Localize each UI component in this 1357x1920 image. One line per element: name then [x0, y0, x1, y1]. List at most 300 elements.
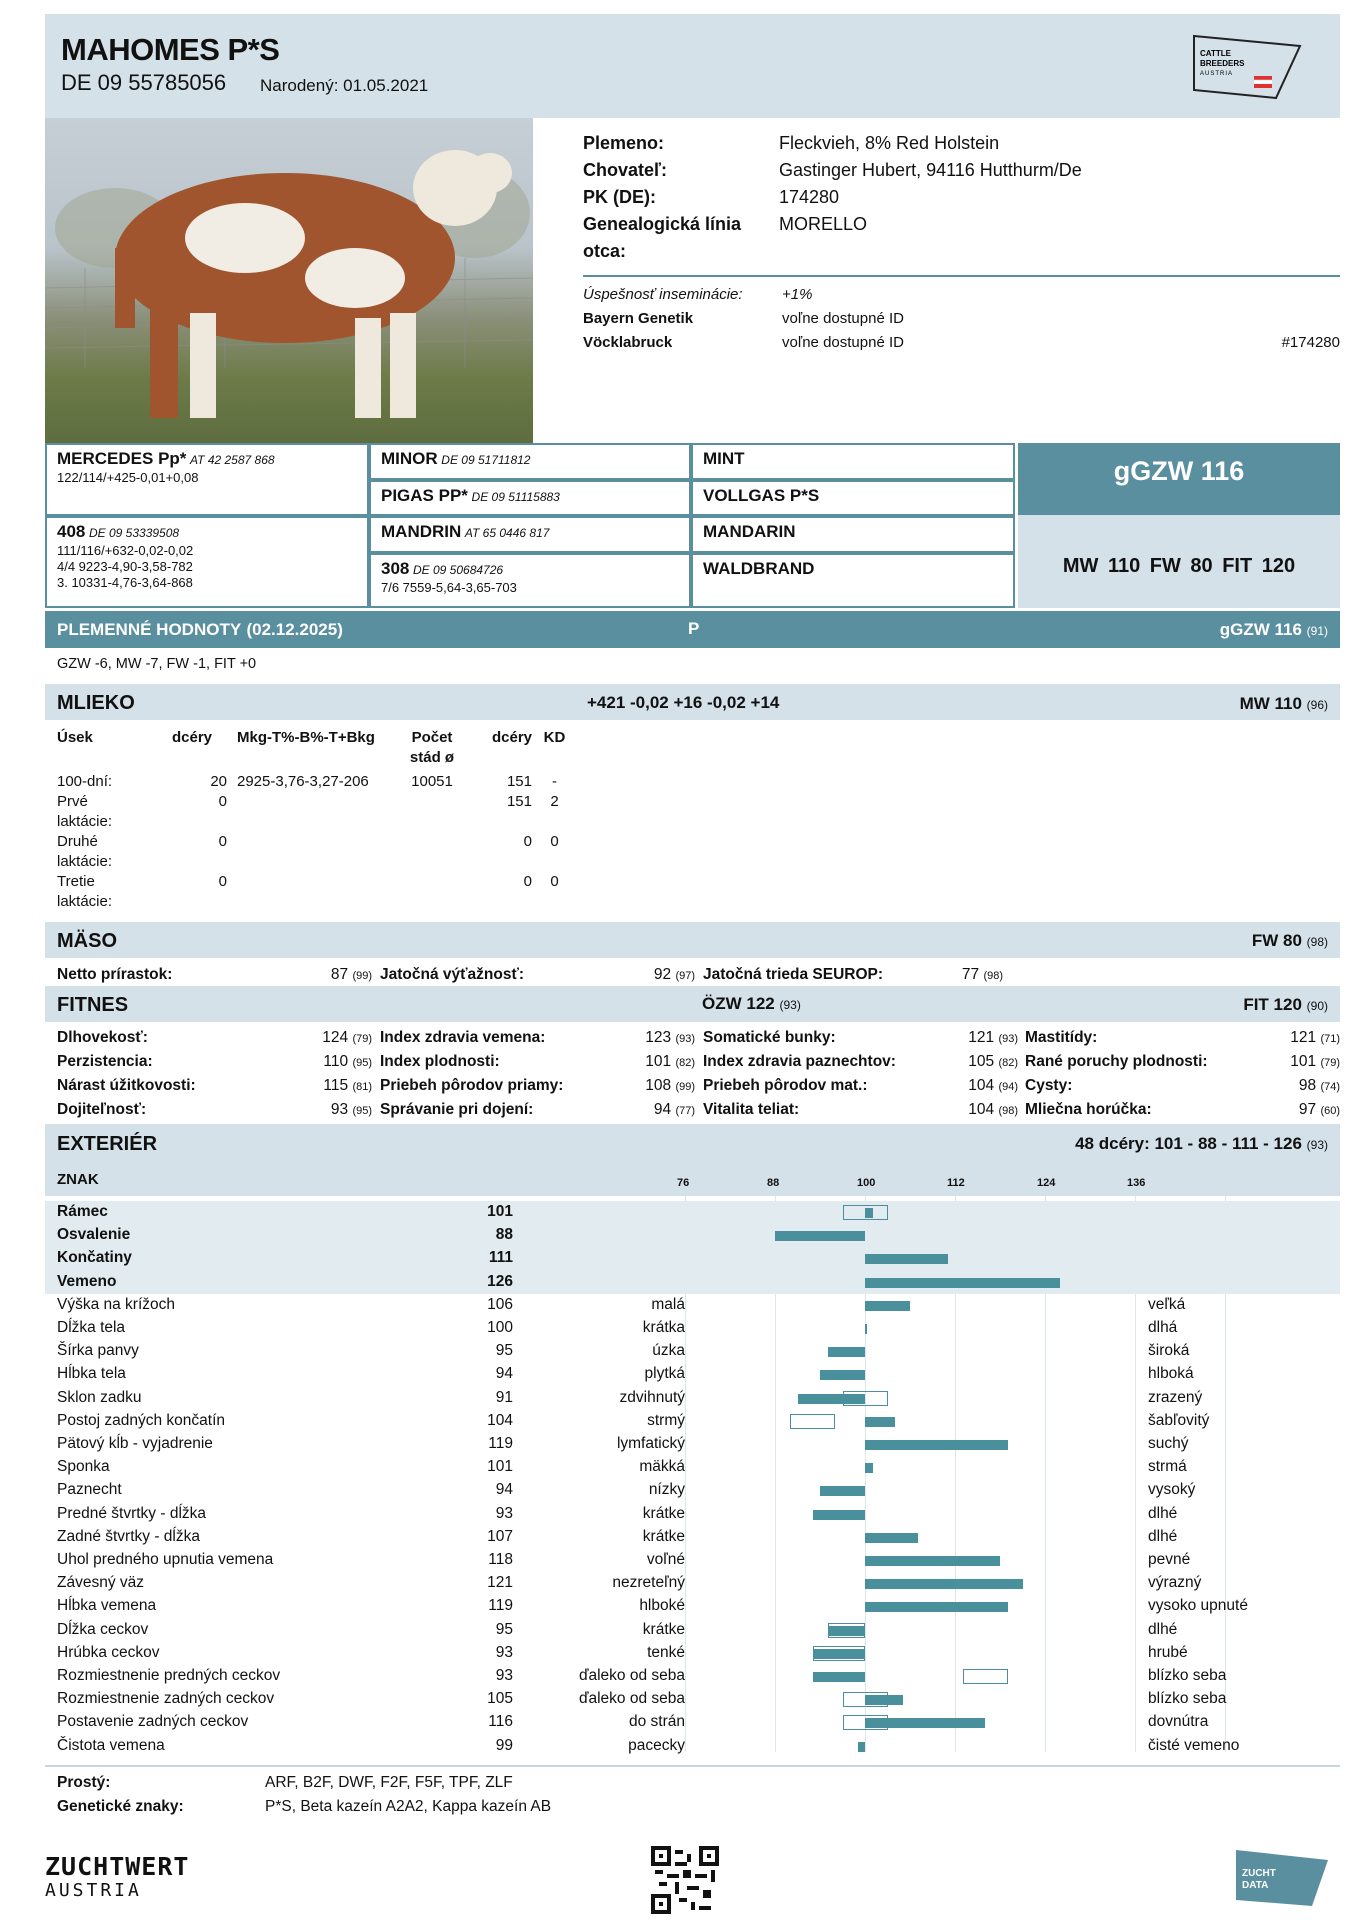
info-value: MORELLO	[779, 214, 868, 234]
trait-high-label: strmá	[1148, 1458, 1187, 1476]
fitness-item-label: Priebeh pôrodov priamy:	[380, 1077, 564, 1094]
exterior-row	[45, 1224, 1340, 1247]
trait-high-label: blízko seba	[1148, 1690, 1227, 1708]
znak-label: ZNAK	[57, 1171, 99, 1188]
scale-tick: 136	[1127, 1177, 1146, 1189]
milk-mw: MW 110	[1239, 694, 1302, 713]
pedigree-dam-sire	[369, 516, 691, 553]
milk-cell: 0	[550, 873, 559, 890]
fitness-item-label: Mastitídy:	[1025, 1029, 1098, 1046]
pedigree-sds	[691, 480, 1015, 516]
zuchtwert-logo: ZUCHTWERT	[45, 1852, 190, 1881]
trait-low-label: mäkká	[639, 1458, 685, 1476]
info-key: Chovateľ:	[583, 160, 667, 180]
fitness-item-rel: (60)	[1320, 1105, 1340, 1117]
trait-bar	[858, 1742, 866, 1752]
fitness-item-label: Správanie pri dojení:	[380, 1101, 534, 1118]
fitness-item-value: 101	[645, 1053, 672, 1070]
trait-name: Hĺbka tela	[57, 1365, 126, 1383]
trait-low-label: ďaleko od seba	[578, 1667, 685, 1684]
exterior-row	[45, 1619, 1340, 1642]
fitness-item-label: Nárast úžitkovosti:	[57, 1077, 196, 1094]
trait-range-box	[963, 1669, 1008, 1684]
ss-name: MINOR	[381, 449, 438, 468]
trait-name: Postavenie zadných ceckov	[57, 1713, 249, 1731]
trait-value: 121	[487, 1574, 513, 1592]
trait-bar	[865, 1579, 1023, 1589]
dss-name: MANDARIN	[703, 522, 796, 541]
meat-band	[45, 922, 1340, 958]
logo-line-1: CATTLE	[1200, 49, 1231, 58]
qr-code	[651, 1846, 719, 1914]
trait-value: 99	[495, 1736, 513, 1754]
milk-cell: 0	[523, 873, 532, 890]
fitness-item-rel: (81)	[352, 1081, 372, 1093]
meat-item-label: Netto prírastok:	[57, 966, 173, 983]
trait-low-label: plytká	[644, 1365, 685, 1383]
exterior-row	[45, 1642, 1340, 1665]
trait-value: 94	[495, 1481, 513, 1499]
milk-row	[57, 832, 577, 872]
meat-item-value: 87	[330, 966, 349, 983]
trait-bar	[828, 1347, 866, 1357]
fitness-item-rel: (82)	[675, 1057, 695, 1069]
fitness-item-rel: (99)	[675, 1081, 695, 1093]
fitness-item-label: Dojiteľnosť:	[57, 1101, 147, 1118]
milk-col-header: dcéry	[491, 729, 532, 746]
trait-range-box	[813, 1646, 866, 1661]
station-value: voľne dostupné ID	[782, 334, 904, 351]
station-row	[583, 331, 1340, 355]
pedigree-dam	[45, 516, 369, 608]
exterior-row	[45, 1688, 1340, 1711]
fitness-fit: FIT 120	[1243, 995, 1302, 1014]
milk-cell: 0	[550, 833, 559, 850]
fitness-item	[703, 1077, 1018, 1095]
exterior-row	[45, 1595, 1340, 1618]
index-summary: MW 110 FW 80 FIT 120	[1018, 515, 1340, 608]
fitness-item-value: 121	[968, 1029, 995, 1046]
milk-col-header: dcéry	[172, 729, 213, 746]
pedigree-sire-dam	[369, 480, 691, 516]
exterior-row	[45, 1294, 1340, 1317]
trait-value: 126	[487, 1272, 513, 1290]
pedigree-dam-dam	[369, 553, 691, 608]
milk-cell: 10051	[411, 773, 453, 790]
fitness-item	[380, 1077, 695, 1095]
trait-name: Šírka panvy	[57, 1342, 139, 1360]
trait-low-label: do strán	[628, 1713, 685, 1731]
milk-band	[45, 684, 1340, 720]
info-row	[583, 184, 1340, 211]
meat-item	[57, 966, 372, 984]
meat-title: MÄSO	[57, 930, 117, 952]
trait-low-label: nízky	[648, 1481, 685, 1499]
trait-range-box	[843, 1692, 888, 1707]
trait-value: 95	[495, 1620, 513, 1638]
fitness-item-value: 98	[1298, 1077, 1317, 1094]
fitness-item-value: 121	[1290, 1029, 1317, 1046]
fitness-item	[703, 1053, 1018, 1071]
trait-low-label: voľné	[646, 1551, 685, 1568]
milk-cell: 0	[218, 833, 227, 850]
milk-row	[57, 872, 577, 912]
trait-high-label: dovnútra	[1148, 1713, 1209, 1731]
fitness-item-value: 97	[1298, 1101, 1317, 1118]
logo-line-2: BREEDERS	[1200, 59, 1245, 68]
fitness-item-label: Priebeh pôrodov mat.:	[703, 1077, 868, 1094]
exterior-row	[45, 1387, 1340, 1410]
meat-item-value: 77	[961, 966, 980, 983]
exterior-row	[45, 1317, 1340, 1340]
exterior-row	[45, 1735, 1340, 1758]
pedigree-sire-sire	[369, 443, 691, 480]
pedigree-sss	[691, 443, 1015, 480]
trait-name: Rozmiestnenie predných ceckov	[57, 1667, 281, 1684]
milk-cell: Prvé laktácie:	[57, 793, 113, 830]
milk-cell	[227, 872, 402, 912]
trait-value: 105	[487, 1690, 513, 1708]
fitness-item	[1025, 1053, 1340, 1071]
sds-name: VOLLGAS P*S	[703, 486, 820, 505]
trait-bar	[865, 1602, 1008, 1612]
fitness-item-label: Somatické bunky:	[703, 1029, 836, 1046]
milk-cell: 0	[218, 873, 227, 890]
fitness-item-label: Index zdravia vemena:	[380, 1029, 546, 1046]
trait-name: Paznecht	[57, 1481, 122, 1499]
trait-name: Hrúbka ceckov	[57, 1643, 160, 1661]
trait-high-label: hrubé	[1148, 1643, 1188, 1661]
trait-value: 116	[488, 1713, 513, 1731]
fitness-item	[380, 1053, 695, 1071]
ds-id: AT 65 0446 817	[464, 526, 550, 540]
milk-cell: 0	[218, 793, 227, 810]
pedigree-sire	[45, 443, 369, 516]
footer-key-2: Genetické znaky:	[57, 1798, 184, 1815]
fitness-item-rel: (77)	[675, 1105, 695, 1117]
insemination-row	[583, 283, 1340, 307]
meat-item-label: Jatočná výťažnosť:	[380, 966, 525, 983]
milk-col-header: KD	[543, 729, 566, 746]
exterior-daughters-rel: (93)	[1306, 1138, 1328, 1152]
trait-high-label: vysoko upnuté	[1148, 1597, 1248, 1615]
trait-name: Čistota vemena	[57, 1736, 165, 1754]
trait-name: Hĺbka vemena	[57, 1597, 157, 1615]
dam-values-1: 111/116/+632-0,02-0,02	[57, 543, 194, 558]
dd-id: DE 09 50684726	[413, 563, 504, 577]
trait-name: Predné štvrtky - dĺžka	[57, 1504, 207, 1522]
milk-col-header: Mkg-T%-B%-T+Bkg	[237, 729, 375, 746]
sss-name: MINT	[703, 449, 745, 468]
fitness-item-rel: (95)	[352, 1057, 372, 1069]
trait-low-label: malá	[651, 1295, 685, 1313]
insemination-value: +1%	[782, 286, 813, 303]
zuchtwert-logo-sub: AUSTRIA	[45, 1880, 142, 1901]
scale-tick: 100	[857, 1177, 876, 1189]
info-key: Plemeno:	[583, 133, 665, 153]
dam-id: DE 09 53339508	[89, 526, 180, 540]
trait-name: Dĺžka ceckov	[57, 1620, 149, 1638]
breeding-ggzw: gGZW 116	[1219, 620, 1302, 639]
trait-value: 93	[495, 1667, 513, 1684]
trait-value: 107	[487, 1527, 513, 1545]
scale-tick: 88	[767, 1177, 780, 1189]
meat-item-rel: (99)	[352, 970, 372, 982]
dam-name: 408	[57, 522, 86, 541]
breeding-date: (02.12.2025)	[246, 620, 343, 639]
trait-low-label: krátka	[642, 1319, 685, 1336]
sd-name: PIGAS PP*	[381, 486, 468, 505]
registration-number: DE 09 55785056	[61, 70, 227, 95]
trait-range-box	[828, 1623, 866, 1638]
trait-value: 111	[488, 1249, 513, 1267]
fitness-item-value: 104	[968, 1077, 995, 1094]
fitness-item-value: 124	[322, 1029, 349, 1046]
trait-low-label: krátke	[642, 1620, 685, 1638]
ds-name: MANDRIN	[381, 522, 462, 541]
breeding-mid: P	[688, 619, 700, 638]
exterior-daughters: 48 dcéry: 101 - 88 - 111 - 126	[1075, 1134, 1302, 1153]
trait-bar	[865, 1301, 910, 1311]
fitness-item-label: Cysty:	[1025, 1077, 1073, 1094]
fitness-item-label: Vitalita teliat:	[703, 1101, 800, 1118]
milk-values: +421 -0,02 +16 -0,02 +14	[587, 693, 780, 712]
trait-value: 91	[495, 1388, 513, 1406]
trait-value: 101	[487, 1458, 513, 1476]
dd-values: 7/6 7559-5,64-3,65-703	[381, 580, 517, 595]
trait-name: Závesný väz	[57, 1574, 145, 1592]
trait-range-box	[843, 1205, 888, 1220]
trait-value: 104	[487, 1411, 513, 1429]
milk-cell	[227, 832, 402, 872]
exterior-row	[45, 1410, 1340, 1433]
trait-low-label: pacecky	[628, 1736, 685, 1754]
exterior-row	[45, 1526, 1340, 1549]
exterior-bottom-rule	[45, 1765, 1340, 1767]
trait-low-label: lymfatický	[616, 1435, 685, 1452]
trait-name: Osvalenie	[57, 1226, 131, 1244]
fitness-item-label: Dlhovekosť:	[57, 1029, 148, 1046]
trait-bar	[820, 1486, 865, 1496]
trait-value: 93	[495, 1643, 513, 1661]
trait-high-label: dlhá	[1148, 1319, 1178, 1336]
footer-key-1: Prostý:	[57, 1774, 111, 1791]
milk-cell: Druhé laktácie:	[57, 833, 113, 870]
fitness-item	[1025, 1101, 1340, 1119]
trait-high-label: dlhé	[1148, 1620, 1178, 1638]
exterior-row	[45, 1363, 1340, 1386]
trait-name: Končatiny	[57, 1249, 132, 1267]
meat-item-rel: (98)	[983, 970, 1003, 982]
scale-tick: 112	[947, 1177, 965, 1189]
trait-low-label: krátke	[642, 1504, 685, 1522]
trait-name: Rozmiestnenie zadných ceckov	[57, 1690, 275, 1708]
trait-name: Dĺžka tela	[57, 1319, 126, 1336]
trait-high-label: široká	[1148, 1342, 1190, 1360]
milk-cell: 151	[506, 773, 532, 790]
dam-values-2: 4/4 9223-4,90-3,58-782	[57, 559, 193, 574]
fitness-item-value: 104	[968, 1101, 995, 1118]
exterior-scale-header	[45, 1162, 1340, 1196]
trait-low-label: hlboké	[639, 1597, 685, 1615]
trait-high-label: suchý	[1148, 1435, 1189, 1452]
info-row	[583, 130, 1340, 157]
trait-name: Uhol predného upnutia vemena	[57, 1551, 274, 1568]
meat-item-label: Jatočná trieda SEUROP:	[703, 966, 884, 983]
fitness-item-rel: (98)	[998, 1105, 1018, 1117]
ggzw-box: gGZW 116	[1018, 443, 1340, 515]
trait-name: Sklon zadku	[57, 1388, 142, 1406]
trait-bar	[865, 1417, 895, 1427]
fitness-ozw: ÖZW 122	[702, 994, 775, 1013]
milk-col-header: Úsek	[57, 729, 93, 746]
fitness-item-rel: (95)	[352, 1105, 372, 1117]
zucht-data-line-2: DATA	[1242, 1880, 1269, 1891]
ss-id: DE 09 51711812	[441, 453, 531, 467]
trait-range-box	[790, 1414, 835, 1429]
logo-line-3: AUSTRIA	[1200, 71, 1234, 77]
footer-value-2: P*S, Beta kazeín A2A2, Kappa kazeín AB	[265, 1798, 552, 1815]
trait-high-label: výrazný	[1148, 1574, 1202, 1592]
milk-cell	[402, 792, 462, 832]
header-band	[45, 14, 1340, 118]
meat-item	[380, 966, 695, 984]
fitness-title: FITNES	[57, 994, 129, 1016]
fitness-item-value: 115	[323, 1077, 349, 1094]
exterior-title: EXTERIÉR	[57, 1133, 158, 1155]
fitness-band	[45, 986, 1340, 1022]
trait-bar	[820, 1370, 865, 1380]
trait-high-label: šabľovitý	[1148, 1411, 1210, 1429]
info-value: 174280	[779, 187, 840, 207]
milk-col-header: Počet stád ø	[409, 729, 455, 766]
scale-tick: 76	[677, 1177, 690, 1189]
trait-low-label: nezreteľný	[612, 1574, 685, 1592]
fitness-item	[57, 1053, 372, 1071]
cattle-breeders-austria-logo	[1192, 32, 1302, 100]
trait-high-label: pevné	[1148, 1551, 1191, 1568]
sire-name: MERCEDES Pp*	[57, 449, 187, 468]
exterior-row	[45, 1503, 1340, 1526]
breeding-values-banner	[45, 611, 1340, 648]
exterior-row	[45, 1433, 1340, 1456]
trait-low-label: strmý	[647, 1411, 685, 1429]
fitness-item-label: Mliečna horúčka:	[1025, 1101, 1152, 1118]
breeding-delta: GZW -6, MW -7, FW -1, FIT +0	[57, 656, 257, 672]
station-row	[583, 307, 1340, 331]
fitness-item	[703, 1029, 1018, 1047]
milk-title: MLIEKO	[57, 692, 135, 714]
fitness-item	[1025, 1029, 1340, 1047]
trait-high-label: hlboká	[1148, 1365, 1194, 1383]
milk-cell: 151	[506, 793, 532, 810]
fitness-item-label: Index plodnosti:	[380, 1053, 500, 1070]
trait-bar	[865, 1324, 867, 1334]
info-key: PK (DE):	[583, 187, 656, 207]
exterior-row	[45, 1201, 1340, 1224]
exterior-row	[45, 1340, 1340, 1363]
milk-cell	[402, 872, 462, 912]
trait-bar	[865, 1533, 918, 1543]
fitness-item-rel: (93)	[675, 1033, 695, 1045]
trait-value: 93	[495, 1504, 513, 1522]
trait-value: 94	[495, 1365, 513, 1383]
trait-low-label: krátke	[642, 1527, 685, 1545]
fitness-item	[380, 1101, 695, 1119]
trait-bar	[775, 1231, 865, 1241]
animal-info	[583, 130, 1340, 355]
trait-high-label: vysoký	[1148, 1481, 1196, 1499]
info-value: Gastinger Hubert, 94116 Hutthurm/De	[779, 160, 1082, 180]
fitness-item-rel: (71)	[1320, 1033, 1340, 1045]
info-key: Genealogická línia otca:	[583, 214, 742, 261]
trait-name: Sponka	[57, 1458, 110, 1476]
milk-row	[57, 792, 577, 832]
sire-id: AT 42 2587 868	[190, 453, 275, 467]
info-divider	[583, 275, 1340, 277]
trait-bar	[813, 1510, 866, 1520]
info-row	[583, 211, 1340, 265]
milk-cell: -	[552, 773, 557, 790]
dam-values-3: 3. 10331-4,76-3,64-868	[57, 575, 193, 590]
station-key: Vöcklabruck	[583, 334, 673, 351]
fitness-item-label: Rané poruchy plodnosti:	[1025, 1053, 1208, 1070]
fitness-ozw-rel: (93)	[779, 998, 801, 1012]
milk-header-row	[57, 728, 577, 768]
station-extra: #174280	[1281, 334, 1340, 351]
trait-high-label: veľká	[1148, 1295, 1186, 1313]
milk-cell: Tretie laktácie:	[57, 873, 113, 910]
meat-item	[703, 966, 1003, 984]
zucht-data-line-1: ZUCHT	[1242, 1868, 1276, 1879]
insemination-key: Úspešnosť inseminácie:	[583, 286, 743, 303]
trait-high-label: zrazený	[1148, 1388, 1203, 1406]
fitness-item-value: 101	[1290, 1053, 1317, 1070]
trait-value: 106	[487, 1295, 513, 1313]
trait-low-label: zdvihnutý	[619, 1388, 685, 1406]
milk-row	[57, 772, 577, 792]
dd-name: 308	[381, 559, 410, 578]
trait-name: Pätový kĺb - vyjadrenie	[57, 1435, 213, 1452]
trait-value: 119	[488, 1597, 513, 1615]
trait-range-box	[843, 1715, 888, 1730]
trait-bar	[865, 1254, 948, 1264]
meat-fw-rel: (98)	[1306, 935, 1328, 949]
fitness-item-rel: (93)	[998, 1033, 1018, 1045]
trait-value: 118	[488, 1551, 513, 1568]
fitness-item	[57, 1077, 372, 1095]
trait-high-label: dlhé	[1148, 1527, 1178, 1545]
fitness-item-label: Index zdravia paznechtov:	[703, 1053, 896, 1070]
trait-high-label: čisté vemeno	[1148, 1736, 1240, 1754]
trait-bar	[865, 1440, 1008, 1450]
trait-high-label: dlhé	[1148, 1504, 1178, 1522]
sd-id: DE 09 51115883	[471, 490, 560, 504]
exterior-row	[45, 1479, 1340, 1502]
fitness-item-value: 123	[645, 1029, 672, 1046]
fitness-item-label: Perzistencia:	[57, 1053, 153, 1070]
dds-name: WALDBRAND	[703, 559, 815, 578]
milk-cell	[227, 792, 402, 832]
breeding-title: PLEMENNÉ HODNOTY	[57, 620, 242, 639]
milk-table	[57, 728, 577, 912]
trait-value: 100	[487, 1319, 513, 1336]
trait-name: Vemeno	[57, 1272, 117, 1290]
fitness-item-value: 105	[968, 1053, 995, 1070]
pedigree-dds	[691, 553, 1015, 608]
trait-range-box	[843, 1391, 888, 1406]
trait-name: Rámec	[57, 1203, 108, 1220]
